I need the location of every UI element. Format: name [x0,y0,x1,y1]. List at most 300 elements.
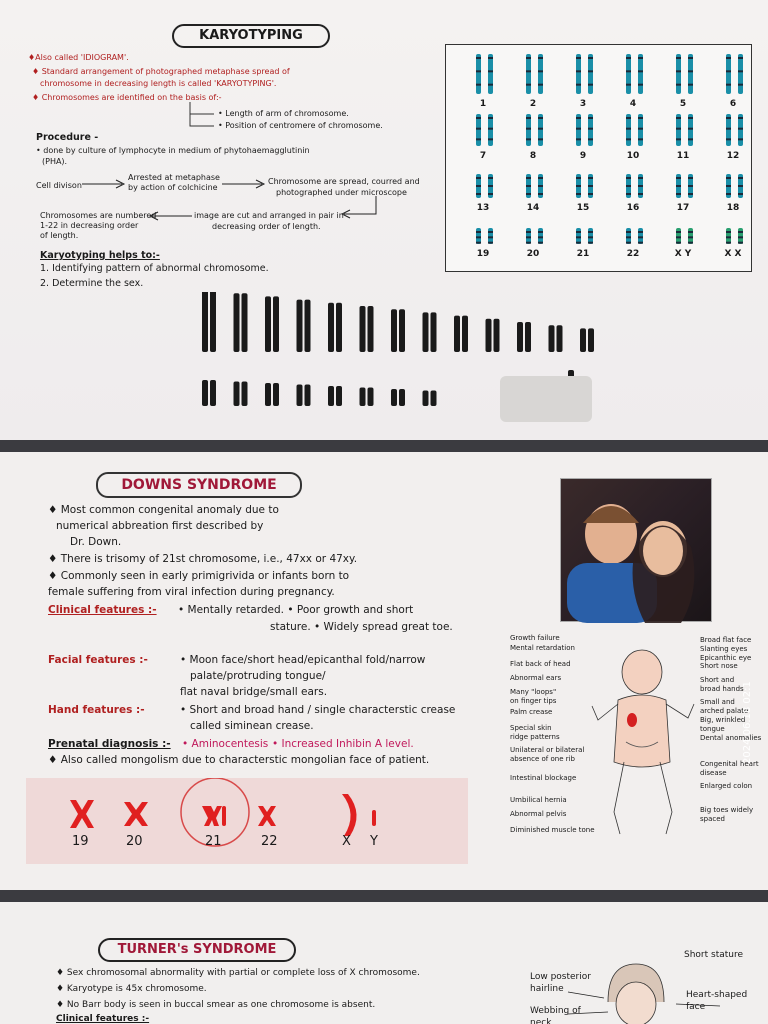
chromatid [638,228,643,244]
chromatid [688,228,693,244]
chromosome-band [476,236,481,238]
chromosome-band [738,84,743,86]
chromosome-pair-graphic [658,53,708,95]
karyotype-number: 18 [726,203,740,213]
chromosome-pair-graphic [658,227,708,245]
chromosome-band [688,236,693,238]
chromosome-pair-graphic [608,53,658,95]
karyotype-pair-2 [508,53,558,109]
feature-label-left: absence of one rib [510,755,575,763]
feature-label-right: spaced [700,815,725,823]
g-band-chromosome [525,322,531,352]
chromosome-band [576,231,581,233]
timestamp-overlay: 2024.06.18 02:1 [742,681,753,764]
feature-label-right: Dental anomalies [700,734,762,742]
chromosome-band [476,231,481,233]
chromosome-band [738,70,743,72]
chromatid [476,54,481,94]
chrom-label-y: Y [370,834,378,849]
page-title: KARYOTYPING [172,24,330,48]
g-band-chromosome [273,383,279,406]
chromosome-band [576,128,581,130]
chromosome-pair-graphic [508,53,558,95]
feature-label-left: Unilateral or bilateral [510,746,585,754]
chromosome-band [538,117,543,119]
feature-label-right: Big toes widely [700,806,754,814]
patient-photo-figure [561,479,713,623]
chromosome-band [688,117,693,119]
feature-label-left: Mental retardation [510,644,575,652]
prenatal-label: Prenatal diagnosis :- [48,738,171,750]
g-band-chromosome [305,385,311,407]
karyotype-number: 22 [626,249,640,259]
g-band-chromosome [242,382,248,407]
g-band-chromosome [431,391,437,407]
chrom-label-20: 20 [126,834,143,849]
karyotype-pair-8 [508,113,558,161]
chromatid [538,54,543,94]
chromosome-band [676,84,681,86]
chromosome-band [738,128,743,130]
feature-label-right: Enlarged colon [700,782,753,790]
chromosome-pair-graphic [558,113,608,147]
chromosome-band [588,117,593,119]
karyotype-pair-16 [608,173,658,213]
chromosome-band [676,128,681,130]
karyotype-pair-17 [658,173,708,213]
downs-line-3: Dr. Down. [70,536,122,548]
chromosome-band [638,231,643,233]
chromosome-band [726,57,731,59]
g-band-chromosome [273,296,279,352]
feature-label-right: Small and [700,698,735,706]
chromatid [538,228,543,244]
g-band-chromosome [423,312,429,352]
chromosome-band [676,117,681,119]
arrow-2 [222,178,268,190]
downs-line-1: ♦ Most common congenital anomaly due to [48,504,279,516]
turner-page [0,902,768,1024]
infant-figure [590,646,700,846]
chromosome-band [638,185,643,187]
feature-label-right: Congenital heart [700,760,759,768]
chromosome-pair-graphic [608,173,658,199]
karyotype-number: 1 [479,99,487,109]
chromosome-band [676,138,681,140]
downs-line-4: ♦ There is trisomy of 21st chromosome, i.e., 47xx or 47xy. [48,553,358,565]
chromosome-band [588,138,593,140]
patient-photo [560,478,712,622]
turner-title: TURNER's SYNDROME [98,938,296,962]
g-band-chromosome [336,303,342,352]
chromosome-band [626,185,631,187]
chromosome-band [538,231,543,233]
chromatid [626,54,631,94]
chromosome-pair-graphic [658,173,708,199]
g-band-chromosome [305,300,311,352]
karyotype-pair-6 [708,53,758,109]
chromosome-band [688,231,693,233]
turner-line-2: ♦ Karyotype is 45x chromosome. [56,984,207,994]
chromosome-band [738,57,743,59]
g-band-chromosome [210,292,216,352]
chromosome-band [488,84,493,86]
chromosome-band [576,193,581,195]
chromosome-band [488,236,493,238]
turner-label-face-2: face [686,1002,706,1012]
karyotype-pair-24 [708,227,758,259]
clinical-2: stature. • Widely spread great toe. [270,621,453,633]
chromosome-band [626,242,631,244]
chromosome-band [688,57,693,59]
feature-label-left: Umbilical hernia [510,796,567,804]
chromosome-band [526,57,531,59]
flow-spread-2: photographed under microscope [276,188,407,197]
chromosome-band [526,242,531,244]
chromosome-band [688,70,693,72]
karyotype-number: 11 [676,151,690,161]
chromosome-band [726,242,731,244]
chromosome-band [626,231,631,233]
flow-numbered: Chromosomes are numbered [40,211,157,220]
g-band-chromosome [423,391,429,407]
chromosome-band [476,185,481,187]
facial-label: Facial features :- [48,654,148,666]
karyotype-number: 15 [576,203,590,213]
chromosome-band [738,236,743,238]
chromosome-band [688,185,693,187]
karyotype-number: X Y [674,249,692,259]
feature-label-left: Special skin [510,724,552,732]
chromosome-band [526,128,531,130]
chromosome-band [488,185,493,187]
chromatid [738,54,743,94]
chromosome-band [526,138,531,140]
karyotype-number: 7 [479,151,487,161]
chromosome-band [588,128,593,130]
facial-1: • Moon face/short head/epicanthal fold/narrow [180,654,426,666]
chromosome-pair-graphic [708,113,758,147]
feature-label-left: Flat back of head [510,660,571,668]
karyotype-number: 19 [476,249,490,259]
chromosome-band [476,117,481,119]
chromosome-band [476,138,481,140]
chromosome-band [738,177,743,179]
g-band-chromosome [368,388,374,407]
karyotype-pair-9 [558,113,608,161]
g-band-chromosome [360,306,366,352]
chromosome-band [726,138,731,140]
karyotype-number: 3 [579,99,587,109]
chromatid [526,228,531,244]
chrom-label-21: 21 [205,834,222,849]
turner-label-short-stature: Short stature [684,950,744,960]
karyotype-number: 8 [529,151,537,161]
feature-label-left: Intestinal blockage [510,774,577,782]
g-band-chromosome [431,312,437,352]
chromatid [738,228,743,244]
chromosome-band [688,193,693,195]
karyotype-pair-19 [458,227,508,259]
chromatid [688,54,693,94]
chromosome-band [676,242,681,244]
chromatid [726,228,731,244]
chromosome-pair-graphic [658,113,708,147]
chromatid [588,228,593,244]
chromosome-band [638,84,643,86]
chromosome-band [476,193,481,195]
arrow-1 [82,178,128,190]
chromosome-pair-graphic [608,113,658,147]
turner-label-webbing-1: Webbing of [530,1006,581,1016]
feature-label-left: Abnormal pelvis [510,810,567,818]
karyotype-pair-1 [458,53,508,109]
chromosome-band [688,128,693,130]
chromosome-band [676,185,681,187]
chromosome-band [576,138,581,140]
clinical-1: • Mentally retarded. • Poor growth and short [178,604,414,616]
chromosome-band [538,242,543,244]
g-band-chromosome [265,296,271,352]
chromosome-band [538,128,543,130]
chromatid [576,54,581,94]
chromosome-band [688,177,693,179]
g-band-chromosome [202,292,208,352]
turner-label-hairline-2: hairline [530,984,564,994]
karyotype-number: 9 [579,151,587,161]
flow-cell-division: Cell divison [36,181,82,190]
chromosome-pair-graphic [708,53,758,95]
chromosome-pair-graphic [458,113,508,147]
chromosome-pair-graphic [608,227,658,245]
chromosome-band [588,193,593,195]
karyotype-number: 12 [726,151,740,161]
chromosome-band [538,236,543,238]
feature-label-right: tongue [700,725,725,733]
g-band-chromosome [234,382,240,407]
chromosome-pair-graphic [458,173,508,199]
chromosome-band [626,138,631,140]
basis-1: • Length of arm of chromosome. [218,109,349,118]
chromosome-band [638,242,643,244]
karyotype-number: 17 [676,203,690,213]
chromosome-band [538,138,543,140]
feature-label-left: Abnormal ears [510,674,562,682]
turner-label-webbing-2: neck [530,1018,552,1024]
chromosome-band [488,138,493,140]
g-band-chromosome [368,306,374,352]
chromosome-band [576,185,581,187]
feature-label-left: ridge patterns [510,733,560,741]
chromosome-band [726,177,731,179]
chromosome-band [738,138,743,140]
chromosome-pair-graphic [558,227,608,245]
flow-cut-2: decreasing order of length. [212,222,321,231]
karyotype-number: 21 [576,249,590,259]
flow-arrested-2: by action of colchicine [128,183,218,192]
downs-page [0,452,768,890]
flow-numbered-3: of length. [40,231,79,240]
chromosome-band [588,242,593,244]
chromosome-band [576,84,581,86]
chromosome-band [526,193,531,195]
helps-label: Karyotyping helps to:- [40,250,160,261]
g-band-chromosome [297,385,303,407]
turner-label-hairline-1: Low posterior [530,972,591,982]
g-band-chromosome [391,309,397,352]
chromosome-band [576,236,581,238]
g-band-chromosome [399,389,405,406]
chromosome-band [488,242,493,244]
chromosome-band [676,236,681,238]
chromosome-band [488,177,493,179]
feature-label-right: arched palate [700,707,749,715]
chromatid [488,228,493,244]
trisomy-chromosome-labels [26,834,468,854]
downs-line-5: ♦ Commonly seen in early primigrivida or infants born to [48,570,350,582]
turner-label-face-1: Heart-shaped [686,990,748,1000]
g-band-chromosome [336,386,342,406]
hand-2: called siminean crease. [190,720,314,732]
chromosome-band [538,193,543,195]
turner-clinical-label: Clinical features :- [56,1014,150,1024]
chromosome-band [476,84,481,86]
chromosome-band [538,177,543,179]
chrom-label-19: 19 [72,834,89,849]
g-band-chromosome [360,388,366,407]
bullet-3: ♦ Chromosomes are identified on the basis of:- [32,93,222,102]
chromosome-band [726,231,731,233]
helps-2: 2. Determine the sex. [40,278,144,289]
feature-label-right: Short nose [700,662,738,670]
chromosome-band [626,193,631,195]
g-band-chromosome [557,325,563,352]
g-band-chromosome [297,300,303,352]
chromosome-band [576,57,581,59]
karyotype-number: 16 [626,203,640,213]
chromosome-band [738,193,743,195]
chromosome-band [576,70,581,72]
chromosome-band [488,231,493,233]
chromosome-band [688,242,693,244]
chromosome-band [638,128,643,130]
karyotype-pair-23 [658,227,708,259]
chromosome-band [588,177,593,179]
bullet-2b: chromosome in decreasing length is called 'KARYOTYPING'. [40,79,277,88]
karyotype-pair-12 [708,113,758,161]
chromosome-band [488,70,493,72]
hand-label: Hand features :- [48,704,145,716]
chromosome-band [626,84,631,86]
chromosome-band [538,57,543,59]
chromatid [588,54,593,94]
flow-arrested: Arrested at metaphase [128,173,220,182]
chromosome-band [526,231,531,233]
chromosome-pair-graphic [558,173,608,199]
karyotype-pair-22 [608,227,658,259]
g-band-chromosome [588,328,594,352]
feature-label-right: Short and [700,676,735,684]
chromosome-band [588,84,593,86]
feature-label-right: disease [700,769,727,777]
chromosome-band [626,236,631,238]
chromosome-band [738,242,743,244]
chromosome-band [526,70,531,72]
chromosome-band [726,70,731,72]
g-band-chromosome [454,316,460,352]
chromosome-band [726,185,731,187]
karyotype-pair-7 [458,113,508,161]
chromosome-band [576,242,581,244]
chromosome-band [488,117,493,119]
chromosome-pair-graphic [458,227,508,245]
chromatid [676,54,681,94]
karyotype-pair-13 [458,173,508,213]
karyotype-panel [445,44,752,272]
g-band-chromosome [462,316,468,352]
chromosome-band [688,138,693,140]
chromosome-band [526,117,531,119]
sex-chromosome-box [500,376,592,422]
downs-line-2: numerical abbreation first described by [56,520,264,532]
chromosome-band [588,57,593,59]
chromosome-band [488,193,493,195]
chromatid [676,228,681,244]
prenatal-2: • Increased Inhibin A level. [272,738,414,750]
chromosome-band [626,117,631,119]
chromosome-band [476,128,481,130]
karyotype-pair-18 [708,173,758,213]
karyotype-number: 5 [679,99,687,109]
chromosome-band [726,193,731,195]
bracket-connector [186,100,216,130]
chromatid [726,54,731,94]
g-band-chromosome [494,319,500,352]
chromosome-pair-graphic [458,53,508,95]
chromosome-band [626,57,631,59]
chromosome-band [676,231,681,233]
feature-label-right: Broad flat face [700,636,752,644]
karyotype-pair-3 [558,53,608,109]
chromosome-band [626,177,631,179]
feature-label-right: Big, wrinkled [700,716,746,724]
chromosome-band [488,57,493,59]
helps-1: 1. Identifying pattern of abnormal chromosome. [40,263,269,274]
downs-title: DOWNS SYNDROME [96,472,302,498]
flow-spread: Chromosome are spread, courred and [268,177,420,186]
chromatid [576,228,581,244]
chromosome-pair-graphic [508,113,558,147]
feature-label-left: on finger tips [510,697,557,705]
chromosome-band [638,236,643,238]
chromosome-band [476,70,481,72]
chromosome-pair-graphic [508,173,558,199]
chromosome-band [676,177,681,179]
chromosome-band [726,117,731,119]
chromosome-band [688,84,693,86]
chromosome-band [626,70,631,72]
procedure-label: Procedure - [36,132,99,143]
feature-label-right: broad hands [700,685,744,693]
bullet-1: ♦Also called 'IDIOGRAM'. [28,53,129,62]
chrom-label-22: 22 [261,834,278,849]
g-band-chromosome [242,293,248,352]
turner-line-3: ♦ No Barr body is seen in buccal smear as one chromosome is absent. [56,1000,376,1010]
karyotype-pair-11 [658,113,708,161]
chromosome-band [576,117,581,119]
karyotype-number: 13 [476,203,490,213]
hand-1: • Short and broad hand / single characterstic crease [180,704,456,716]
